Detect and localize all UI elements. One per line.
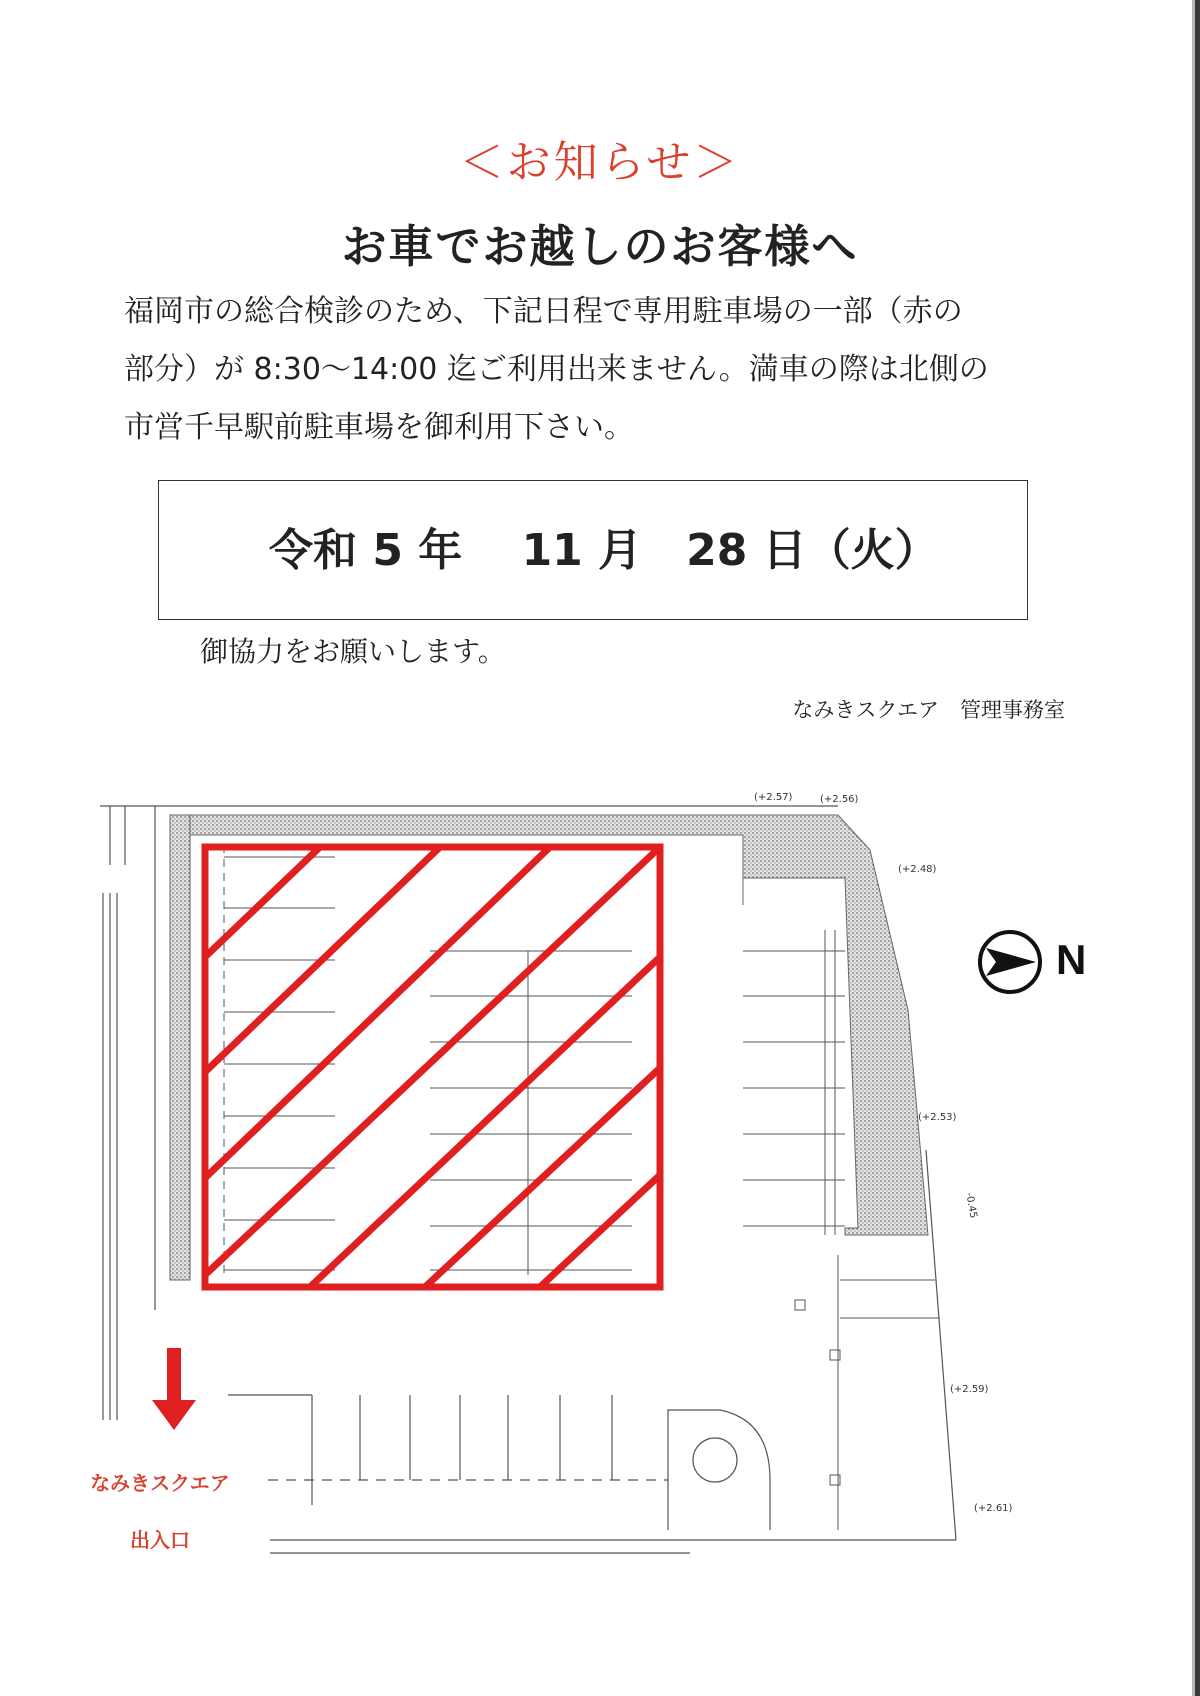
notice-body [124,283,1084,457]
office-signature: なみきスクエア 管理事務室 [792,698,1065,722]
elevation-label: (+2.53) [918,1112,957,1123]
entrance-label: なみきスクエア [90,1471,230,1495]
notice-heading: ＜お知らせ＞ [459,137,741,188]
elevation-label: (+2.57) [754,792,793,803]
down-arrow-icon [152,1348,196,1430]
thanks-text: 御協力をお願いします。 [200,635,506,668]
entrance-sub-label: 出入口 [130,1528,190,1552]
stall-lines-left [224,845,335,1275]
elevation-label: (+2.61) [974,1503,1013,1514]
date-box [158,480,1028,620]
parking-map [0,780,1200,1580]
elevation-label: (+2.56) [820,794,859,805]
page-title: お車でお越しのお客様へ [341,220,859,273]
body-line: 部分）が 8:30～14:00 迄ご利用出来ません。満車の際は北側の [124,352,989,387]
elevation-label: (+2.48) [898,864,937,875]
north-label: N [1056,936,1087,983]
closed-area [205,847,660,1287]
closure-date: 令和 5 年 11 月 28 日（火） [269,525,939,576]
north-arrow-icon [980,932,1040,992]
elevation-label: (+2.59) [950,1384,989,1395]
elevation-label: -0.45 [963,1191,979,1220]
body-line: 市営千早駅前駐車場を御利用下さい。 [124,410,634,445]
stall-lines-bottom [228,1395,770,1530]
body-line: 福岡市の総合検診のため、下記日程で専用駐車場の一部（赤の [124,294,963,329]
